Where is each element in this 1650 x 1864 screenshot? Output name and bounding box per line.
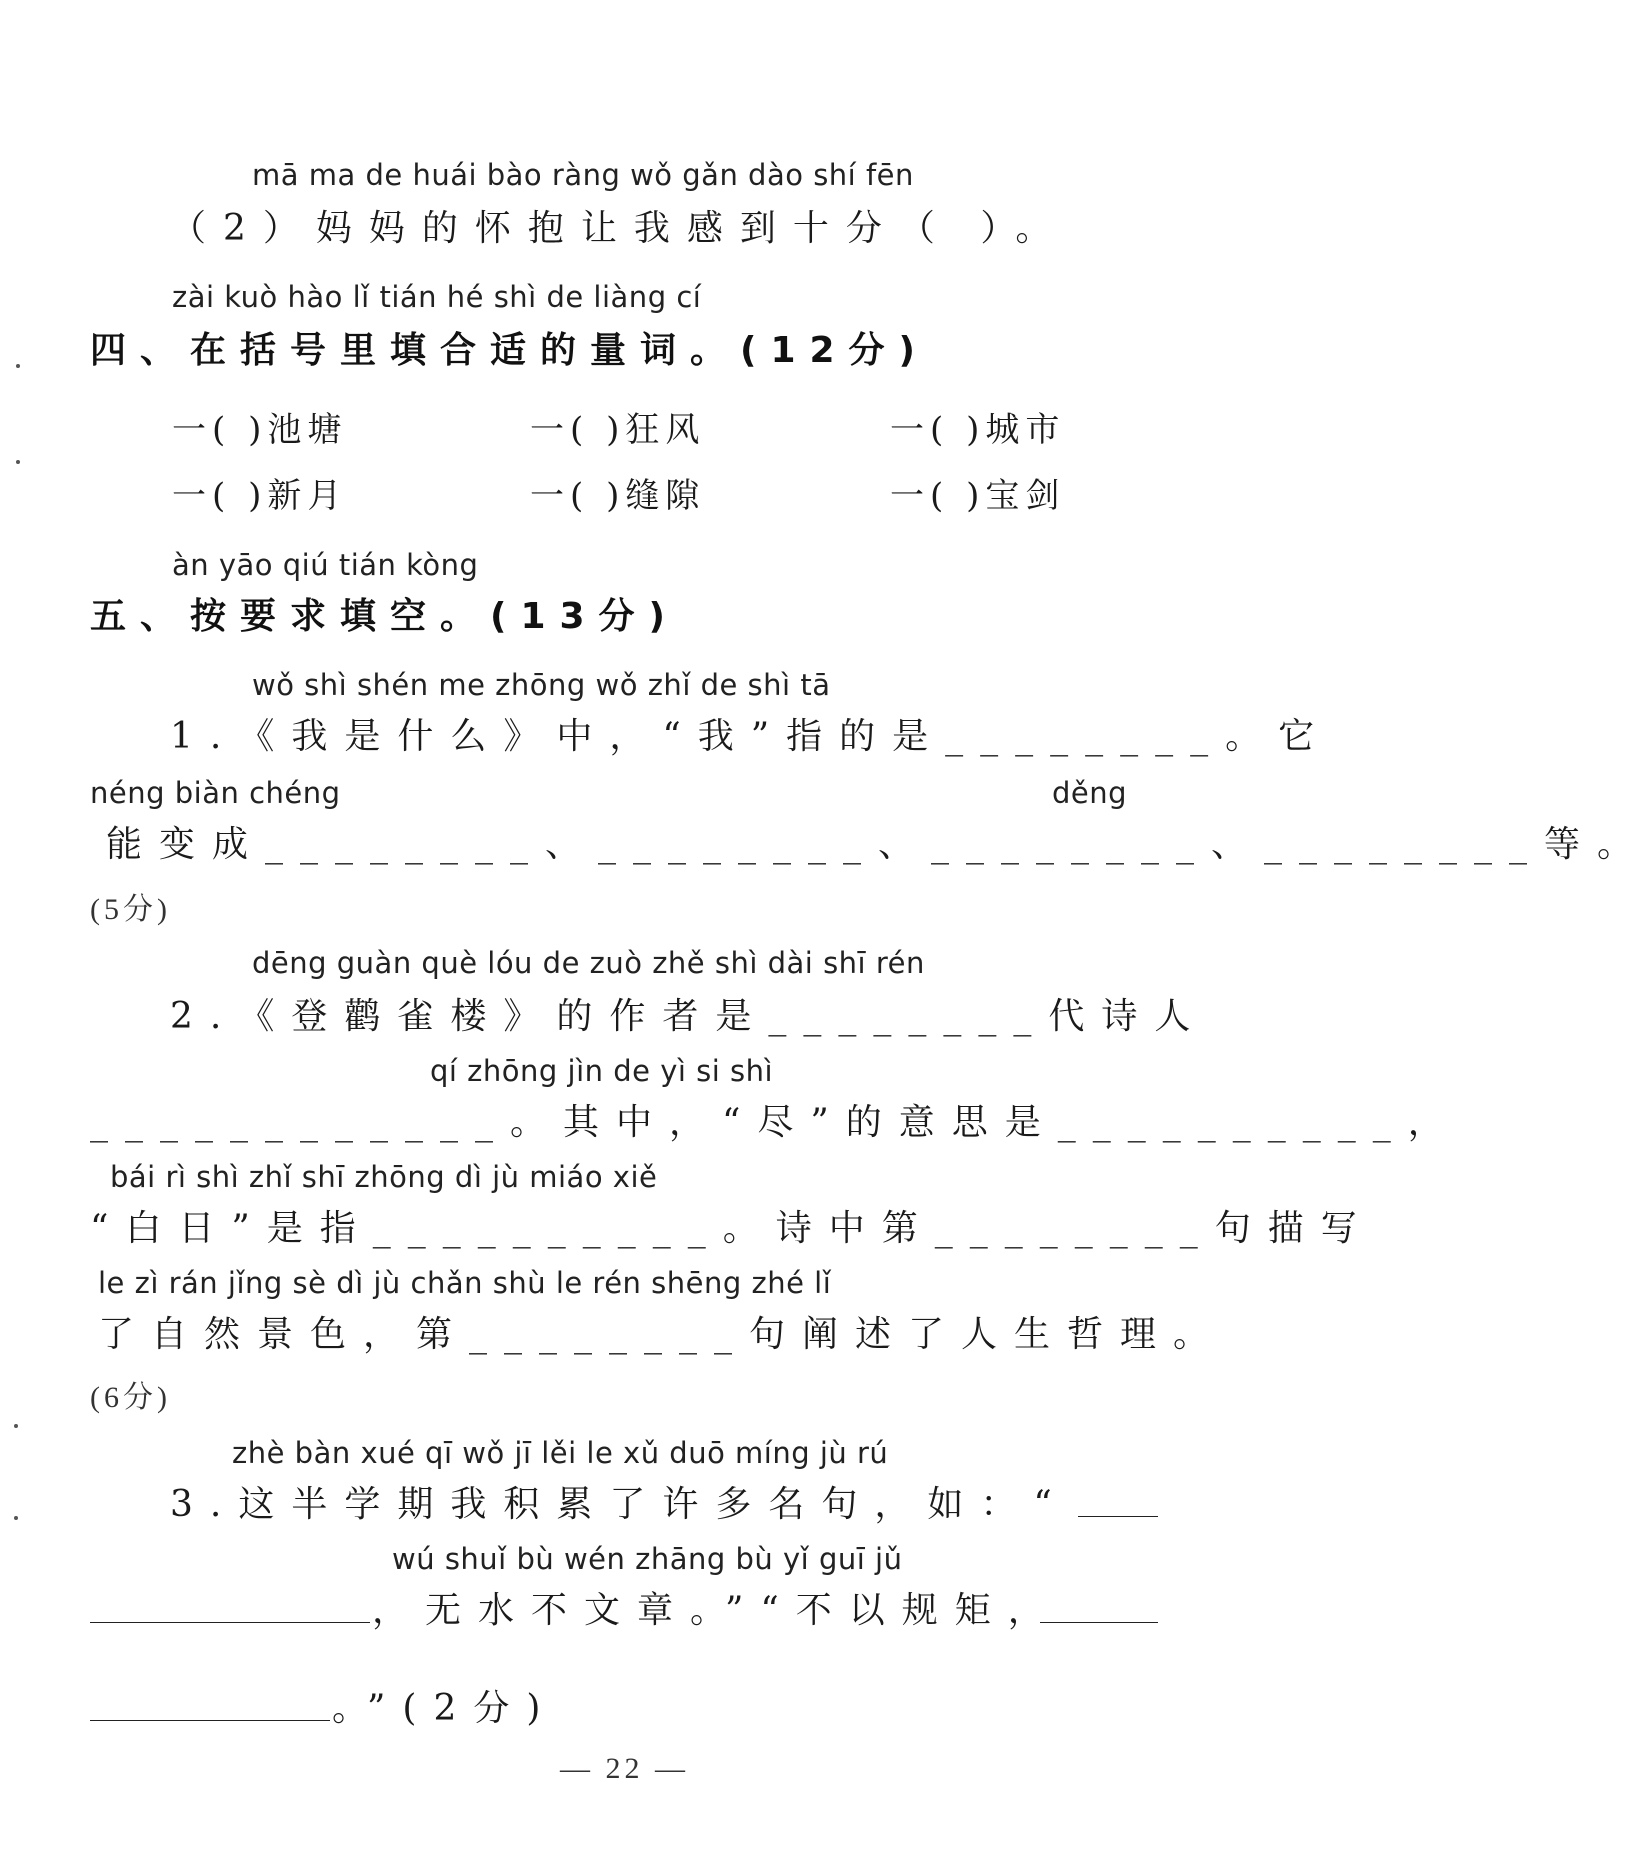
- measure-word-item: 一( )狂风: [530, 410, 706, 450]
- page-number: — 22 —: [560, 1752, 689, 1785]
- scan-speck: [16, 460, 20, 464]
- pinyin-q5-2b: qí zhōng jìn de yì si shì: [430, 1054, 774, 1088]
- measure-word-item: 一( )宝剑: [890, 476, 1066, 516]
- question-q5-2-cont2: “白日”是指__________。诗中第________句描写: [90, 1208, 1374, 1249]
- pinyin-q5-2c: bái rì shì zhǐ shī zhōng dì jù miáo xiě: [110, 1160, 658, 1194]
- pinyin-q5-2d: le zì rán jǐng sè dì jù chǎn shù le rén shēng zhé lǐ: [98, 1266, 832, 1300]
- question-q5-2: 2.《登鹳雀楼》的作者是________代诗人: [170, 996, 1208, 1037]
- answer-blank[interactable]: [90, 1720, 330, 1721]
- score-q5-1: (5分): [90, 893, 171, 926]
- measure-word-item: 一( )城市: [890, 410, 1066, 450]
- question-q5-1-cont: 能变成________、________、________、________等。: [106, 824, 1650, 865]
- question-q5-1: 1.《我是什么》中，“我”指的是________。它: [170, 716, 1332, 757]
- measure-word-item: 一( )池塘: [172, 410, 348, 450]
- pinyin-q5-1b: néng biàn chéng: [90, 776, 341, 810]
- question-q5-3-cont: ，无水不文章。”“不以规矩，: [372, 1590, 1061, 1631]
- question-q5-3-cont2: 。”(2分): [332, 1688, 558, 1729]
- pinyin-q5-2: dēng guàn què lóu de zuò zhě shì dài shī rén: [252, 946, 925, 980]
- section5-title: 五、按要求填空。(13分): [90, 596, 680, 637]
- score-q5-2: (6分): [90, 1381, 171, 1414]
- pinyin-q5-3b: wú shuǐ bù wén zhāng bù yǐ guī jǔ: [392, 1542, 903, 1576]
- pinyin-q3-2: mā ma de huái bào ràng wǒ gǎn dào shí fēn: [252, 158, 914, 192]
- question-q5-2-cont3: 了自然景色，第________句阐述了人生哲理。: [98, 1314, 1227, 1355]
- section4-title: 四、在括号里填合适的量词。(12分): [90, 330, 930, 371]
- pinyin-section4: zài kuò hào lǐ tián hé shì de liàng cí: [172, 280, 702, 314]
- scan-speck: [14, 1424, 18, 1428]
- scan-speck: [14, 1516, 18, 1520]
- pinyin-q5-1: wǒ shì shén me zhōng wǒ zhǐ de shì tā: [252, 668, 831, 702]
- question-q5-2-cont: ____________。其中，“尽”的意思是__________，: [90, 1102, 1461, 1143]
- scan-speck: [16, 364, 20, 368]
- measure-word-item: 一( )缝隙: [530, 476, 706, 516]
- answer-blank[interactable]: [1040, 1622, 1158, 1623]
- measure-word-item: 一( )新月: [172, 476, 348, 516]
- pinyin-section5: àn yāo qiú tián kòng: [172, 548, 479, 582]
- question-q3-2: （2）妈妈的怀抱让我感到十分（ ）。: [170, 208, 1069, 249]
- pinyin-q5-1c: děng: [1052, 776, 1128, 810]
- answer-blank[interactable]: [90, 1622, 370, 1623]
- pinyin-q5-3: zhè bàn xué qī wǒ jī lěi le xǔ duō míng jù rú: [232, 1436, 889, 1470]
- question-q5-3: 3.这半学期我积累了许多名句，如：“: [170, 1484, 1069, 1525]
- answer-blank[interactable]: [1078, 1516, 1158, 1517]
